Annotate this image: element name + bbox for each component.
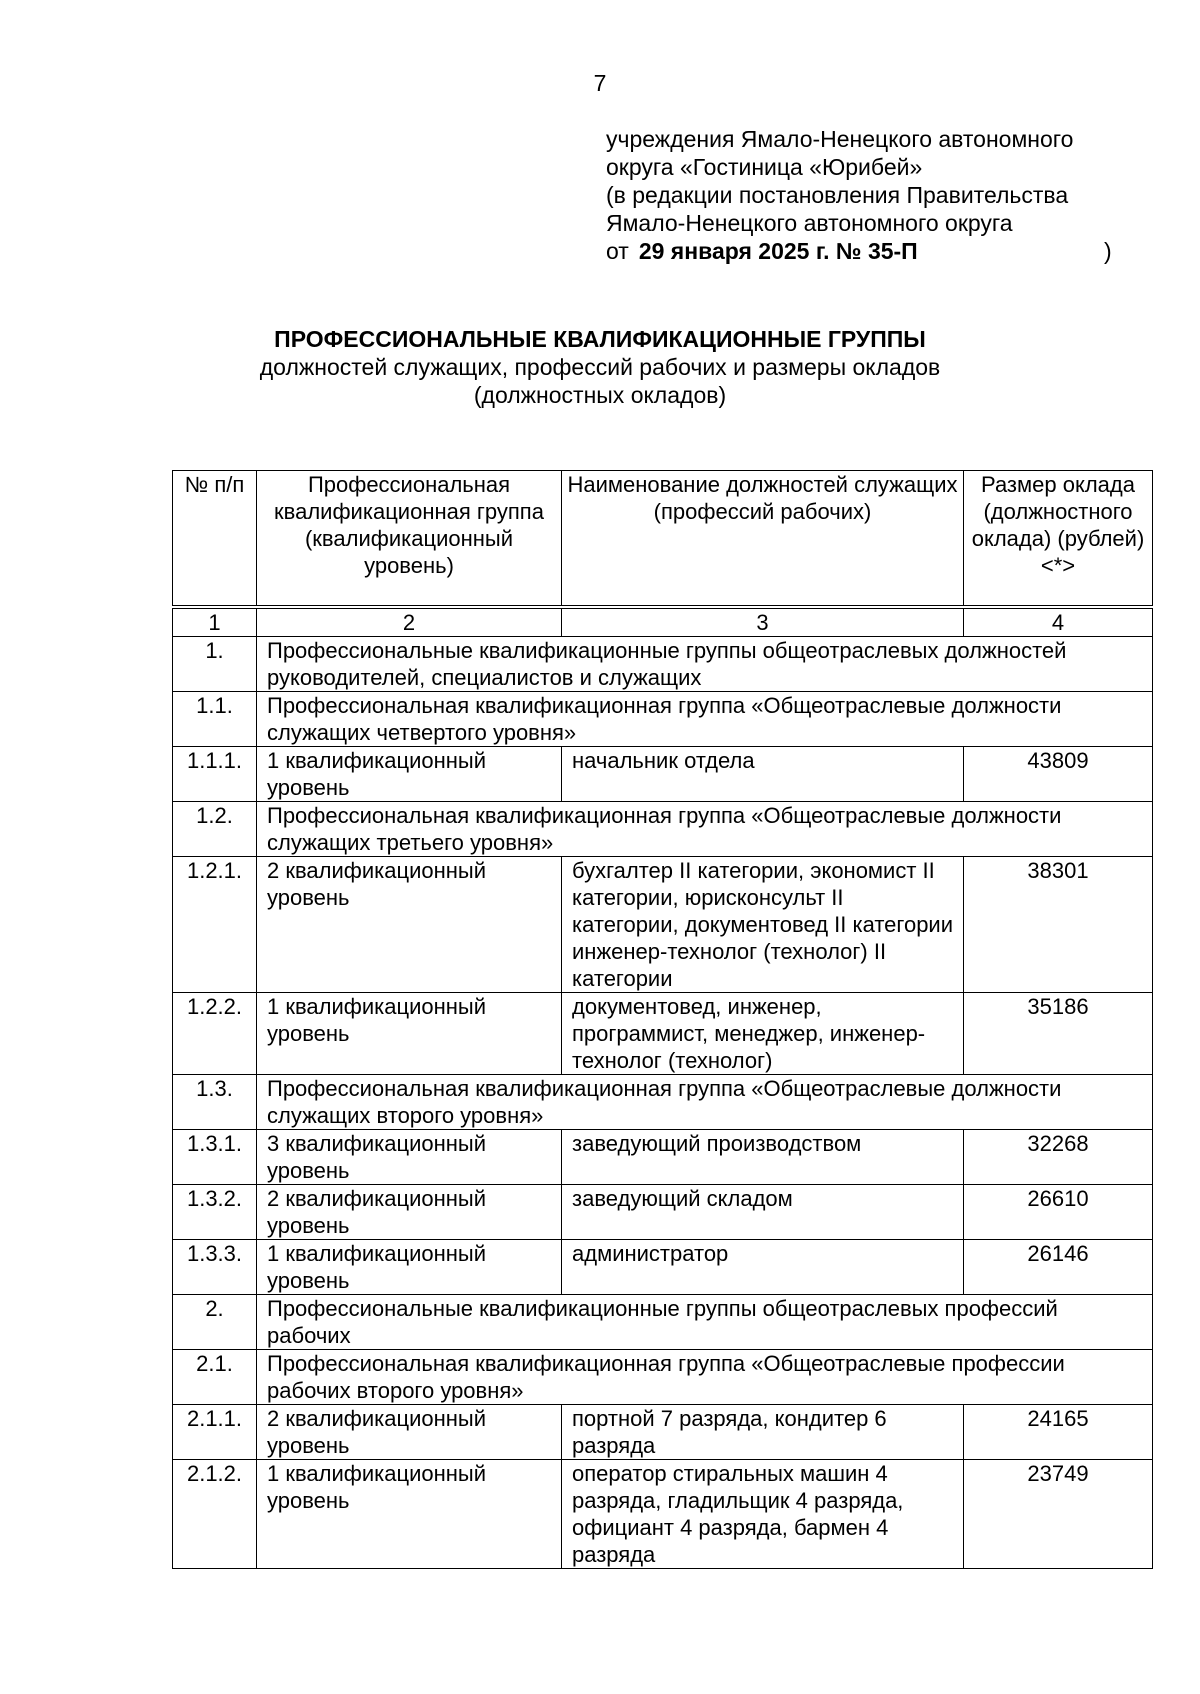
date-close: ) [1104, 238, 1112, 264]
table-group-row [173, 1075, 1153, 1130]
row-number: 1.2. [173, 802, 257, 857]
salary-amount: 23749 [964, 1460, 1153, 1569]
salary-amount: 26146 [964, 1240, 1153, 1295]
row-number: 1.1.1. [173, 747, 257, 802]
table-row [173, 747, 1153, 802]
column-number: 3 [562, 609, 964, 637]
date-prefix: от [606, 238, 629, 264]
date-value: 29 января 2025 г. № 35-П [638, 238, 918, 264]
table-row [173, 993, 1153, 1075]
row-number: 1.2.1. [173, 857, 257, 993]
row-number: 1. [173, 637, 257, 692]
row-number: 1.1. [173, 692, 257, 747]
column-number: 4 [964, 609, 1153, 637]
title-subtitle: должностей служащих, профессий рабочих и размеры окладов [259, 354, 941, 380]
header-line: учреждения Ямало-Ненецкого автономного [606, 126, 1074, 152]
table-group-row [173, 1295, 1153, 1350]
group-title: Профессиональная квалификационная группа «Общеотраслевые профессии рабочих второго уровня» [257, 1350, 1153, 1405]
qualification-level: 2 квалификационный уровень [257, 1185, 562, 1240]
position-names: документовед, инженер, программист, менеджер, инженер-технолог (технолог) [562, 993, 964, 1075]
page-number: 7 [593, 70, 607, 96]
table-row [173, 1130, 1153, 1185]
table-row [173, 1185, 1153, 1240]
header-date-line [606, 237, 1166, 265]
table-row [173, 1405, 1153, 1460]
header-line: (в редакции постановления Правительства [606, 182, 1069, 208]
salary-amount: 43809 [964, 747, 1153, 802]
header-line: Ямало-Ненецкого автономного округа [606, 210, 1013, 236]
salary-amount: 26610 [964, 1185, 1153, 1240]
document-title [0, 325, 1200, 409]
table-group-row [173, 692, 1153, 747]
header-cell: Профессиональная квалификационная группа (квалификационный уровень) [257, 471, 562, 606]
table-header-row [173, 471, 1153, 606]
header-line: округа «Гостиница «Юрибей» [606, 154, 923, 180]
header-cell: № п/п [173, 471, 257, 606]
position-names: начальник отдела [562, 747, 964, 802]
group-title: Профессиональные квалификационные группы общеотраслевых должностей руководителей, специалистов и служащих [257, 637, 1153, 692]
row-number: 1.3.2. [173, 1185, 257, 1240]
table-row [173, 857, 1153, 993]
qualification-level: 2 квалификационный уровень [257, 1405, 562, 1460]
salary-amount: 24165 [964, 1405, 1153, 1460]
position-names: заведующий складом [562, 1185, 964, 1240]
position-names: оператор стиральных машин 4 разряда, гладильщик 4 разряда, официант 4 разряда, бармен 4 разряда [562, 1460, 964, 1569]
title-subtitle: (должностных окладов) [473, 382, 727, 408]
group-title: Профессиональные квалификационные группы общеотраслевых профессий рабочих [257, 1295, 1153, 1350]
qualification-level: 1 квалификационный уровень [257, 747, 562, 802]
row-number: 1.3.3. [173, 1240, 257, 1295]
row-number: 1.3. [173, 1075, 257, 1130]
position-names: заведующий производством [562, 1130, 964, 1185]
position-names: администратор [562, 1240, 964, 1295]
table-group-row [173, 637, 1153, 692]
table-row [173, 1240, 1153, 1295]
qualification-level: 2 квалификационный уровень [257, 857, 562, 993]
position-names: портной 7 разряда, кондитер 6 разряда [562, 1405, 964, 1460]
qualification-level: 1 квалификационный уровень [257, 993, 562, 1075]
row-number: 2.1. [173, 1350, 257, 1405]
position-names: бухгалтер II категории, экономист II категории, юрисконсульт II категории, документовед II категории инженер-технолог (технолог) II категории [562, 857, 964, 993]
row-number: 1.3.1. [173, 1130, 257, 1185]
qualification-level: 1 квалификационный уровень [257, 1460, 562, 1569]
table-group-row [173, 802, 1153, 857]
qualification-level: 3 квалификационный уровень [257, 1130, 562, 1185]
qualification-table [172, 470, 1152, 1569]
row-number: 2.1.2. [173, 1460, 257, 1569]
header-cell: Размер оклада (должностного оклада) (рублей)<*> [964, 471, 1153, 606]
row-number: 2. [173, 1295, 257, 1350]
column-number-row [173, 609, 1153, 637]
document-header [606, 125, 1166, 265]
row-number: 1.2.2. [173, 993, 257, 1075]
title-main: ПРОФЕССИОНАЛЬНЫЕ КВАЛИФИКАЦИОННЫЕ ГРУППЫ [274, 326, 926, 352]
table-row [173, 1460, 1153, 1569]
column-number: 1 [173, 609, 257, 637]
header-cell: Наименование должностей служащих (профессий рабочих) [562, 471, 964, 606]
column-number: 2 [257, 609, 562, 637]
salary-amount: 35186 [964, 993, 1153, 1075]
group-title: Профессиональная квалификационная группа «Общеотраслевые должности служащих четвертого уровня» [257, 692, 1153, 747]
salary-amount: 38301 [964, 857, 1153, 993]
table-group-row [173, 1350, 1153, 1405]
qualification-level: 1 квалификационный уровень [257, 1240, 562, 1295]
salary-amount: 32268 [964, 1130, 1153, 1185]
group-title: Профессиональная квалификационная группа «Общеотраслевые должности служащих второго уровня» [257, 1075, 1153, 1130]
group-title: Профессиональная квалификационная группа «Общеотраслевые должности служащих третьего уровня» [257, 802, 1153, 857]
row-number: 2.1.1. [173, 1405, 257, 1460]
